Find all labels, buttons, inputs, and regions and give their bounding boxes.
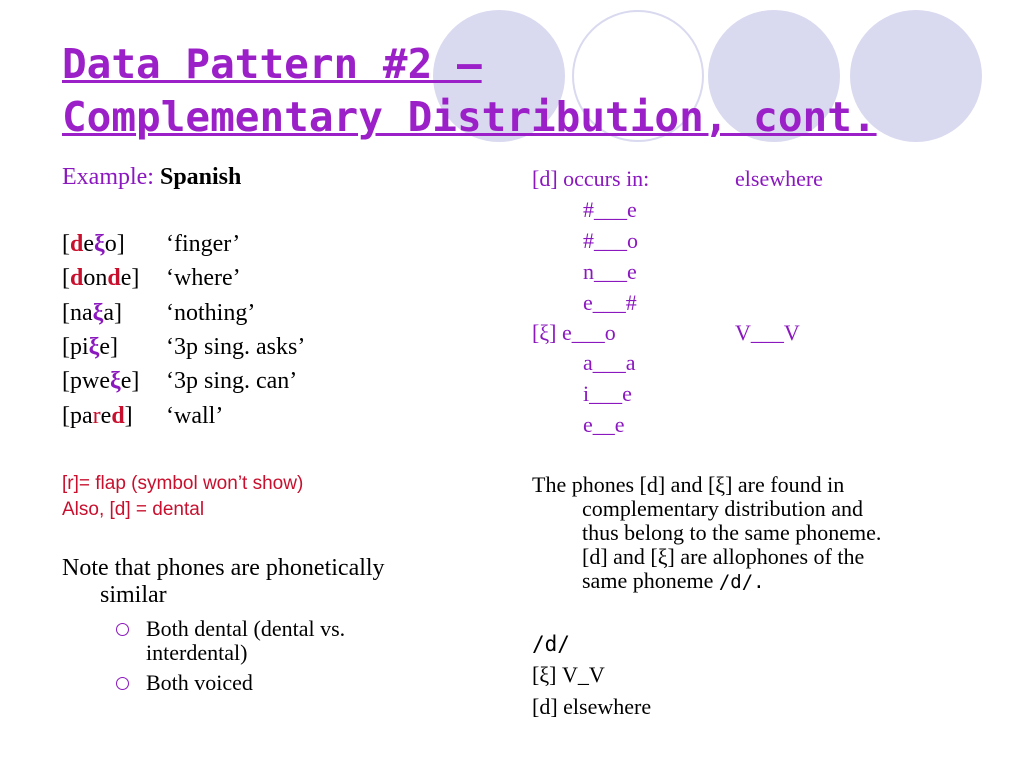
dental-note: Also, [d] = dental	[62, 499, 205, 520]
example-gloss: ‘3p sing. can’	[166, 368, 298, 394]
title-line-2: Complementary Distribution, cont.	[62, 93, 877, 141]
summary-line-3: thus belong to the same phoneme.	[582, 520, 882, 545]
d-environment: #___e	[583, 197, 637, 222]
d-environment: e___#	[583, 290, 637, 315]
example-gloss: ‘wall’	[166, 403, 224, 429]
xi-environment: e__e	[583, 412, 625, 437]
example-form: [naξa]	[62, 300, 123, 326]
example-form: [pared]	[62, 403, 133, 429]
title-line-1: Data Pattern #2 –	[62, 40, 482, 88]
summary-line-2: complementary distribution and	[582, 496, 864, 521]
xi-environment: i___e	[583, 381, 632, 406]
example-label: Example:	[62, 164, 160, 190]
example-gloss: ‘where’	[166, 265, 241, 291]
bullet-circle-icon	[116, 677, 129, 690]
example-row	[62, 231, 240, 258]
summary-line-5: same phoneme /d/.	[582, 568, 765, 593]
similarity-note-line-2: similar	[100, 582, 167, 608]
example-language: Spanish	[159, 164, 242, 190]
bullet-item: Both dental (dental vs. interdental)	[116, 617, 416, 665]
d-environment: n___e	[583, 259, 637, 284]
example-row	[62, 334, 305, 361]
example-form: [piξe]	[62, 334, 119, 360]
example-form: [pweξe]	[62, 368, 140, 394]
d-occurs-label: [d] occurs in:	[532, 166, 650, 191]
summary-line-4: [d] and [ξ] are allophones of the	[582, 544, 865, 569]
d-environment: #___o	[583, 228, 638, 253]
example-gloss: ‘nothing’	[166, 300, 256, 326]
bullet-circle-icon	[116, 623, 129, 636]
similarity-note	[62, 555, 502, 609]
example-heading	[62, 164, 241, 191]
flap-note: [r]= flap (symbol won’t show)	[62, 473, 304, 494]
example-gloss: ‘3p sing. asks’	[166, 334, 306, 360]
d-elsewhere-label: elsewhere	[735, 166, 823, 191]
similarity-note-line-1: Note that phones are phonetically	[62, 555, 385, 581]
bullet-item: Both voiced	[116, 671, 416, 695]
example-form: [donde]	[62, 265, 140, 291]
example-form: [deξo]	[62, 231, 125, 257]
example-row	[62, 368, 297, 395]
phoneme-label: /d/	[532, 632, 570, 656]
xi-label: [ξ] e___o	[532, 320, 616, 345]
slide-title	[62, 38, 982, 144]
summary-line-1: The phones [d] and [ξ] are found in	[532, 472, 845, 497]
xi-environment: a___a	[583, 350, 636, 375]
example-row	[62, 403, 223, 430]
example-row	[62, 265, 241, 292]
xi-rule: [ξ] V_V	[532, 662, 605, 687]
example-row	[62, 300, 255, 327]
d-rule: [d] elsewhere	[532, 694, 652, 719]
example-gloss: ‘finger’	[166, 231, 241, 257]
summary-paragraph	[532, 473, 972, 594]
xi-vv-label: V___V	[735, 320, 800, 345]
